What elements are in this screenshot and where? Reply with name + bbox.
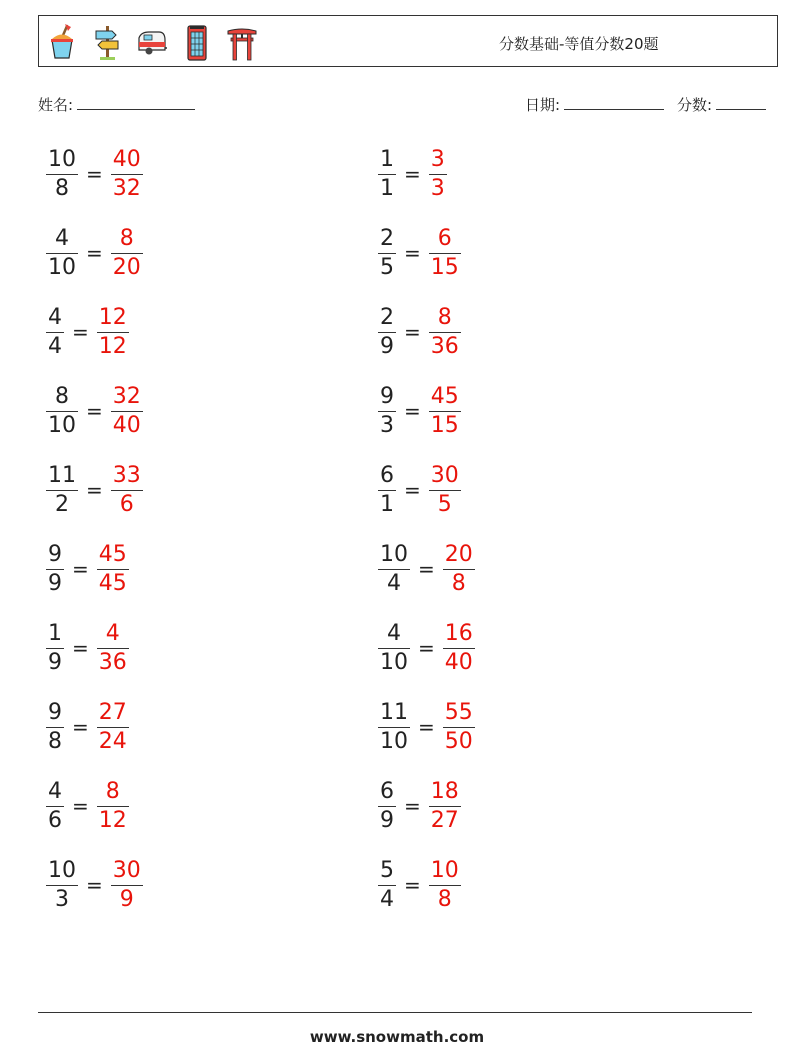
numerator: 8 <box>55 383 69 409</box>
equals-sign: = <box>404 478 421 502</box>
name-field[interactable] <box>38 94 195 115</box>
answer-fraction <box>97 304 129 361</box>
denominator: 4 <box>48 333 62 359</box>
numerator: 8 <box>437 304 452 330</box>
signpost-icon <box>92 22 122 62</box>
numerator: 10 <box>48 146 76 172</box>
date-blank[interactable] <box>564 97 664 110</box>
numerator: 33 <box>112 462 141 488</box>
denominator: 15 <box>430 254 459 280</box>
denominator: 40 <box>112 412 141 438</box>
problem-item <box>378 774 461 838</box>
denominator: 3 <box>380 412 394 438</box>
worksheet-header <box>38 15 778 67</box>
answer-fraction <box>111 462 143 519</box>
equals-sign: = <box>404 162 421 186</box>
equals-sign: = <box>72 715 89 739</box>
denominator: 9 <box>380 807 394 833</box>
numerator: 10 <box>380 541 408 567</box>
denominator: 36 <box>98 649 127 675</box>
numerator: 2 <box>380 304 394 330</box>
denominator: 4 <box>380 886 394 912</box>
torii-gate-icon <box>227 22 257 62</box>
answer-fraction <box>97 778 129 835</box>
denominator: 9 <box>48 570 62 596</box>
numerator: 45 <box>98 541 127 567</box>
denominator: 2 <box>55 491 69 517</box>
denominator: 10 <box>48 412 76 438</box>
denominator: 20 <box>112 254 141 280</box>
problem-item <box>46 695 129 759</box>
given-fraction <box>378 699 410 756</box>
numerator: 11 <box>48 462 76 488</box>
footer-url[interactable]: www.snowmath.com <box>309 1028 485 1046</box>
numerator: 8 <box>119 225 134 251</box>
answer-fraction <box>443 699 475 756</box>
phone-booth-icon <box>182 22 212 62</box>
denominator: 9 <box>380 333 394 359</box>
answer-fraction <box>111 146 143 203</box>
denominator: 6 <box>48 807 62 833</box>
equals-sign: = <box>404 873 421 897</box>
answer-fraction <box>443 541 475 598</box>
numerator: 5 <box>380 857 394 883</box>
answer-fraction <box>111 225 143 282</box>
score-field[interactable] <box>677 94 766 115</box>
denominator: 9 <box>119 886 134 912</box>
denominator: 40 <box>444 649 473 675</box>
answer-fraction <box>429 225 461 282</box>
denominator: 50 <box>444 728 473 754</box>
answer-fraction <box>429 383 461 440</box>
equals-sign: = <box>404 399 421 423</box>
given-fraction <box>46 462 78 519</box>
problem-item <box>46 853 143 917</box>
answer-fraction <box>429 146 447 203</box>
answer-fraction <box>97 620 129 677</box>
answer-fraction <box>97 699 129 756</box>
denominator: 36 <box>430 333 459 359</box>
denominator: 8 <box>451 570 466 596</box>
answer-fraction <box>443 620 475 677</box>
problem-item <box>46 379 143 443</box>
given-fraction <box>46 304 64 361</box>
denominator: 4 <box>387 570 401 596</box>
numerator: 4 <box>105 620 120 646</box>
given-fraction <box>46 383 78 440</box>
answer-fraction <box>111 383 143 440</box>
given-fraction <box>378 541 410 598</box>
equals-sign: = <box>86 873 103 897</box>
denominator: 12 <box>98 807 127 833</box>
numerator: 12 <box>98 304 127 330</box>
problem-item <box>46 458 143 522</box>
worksheet-title: 分数基础-等值分数20题 <box>499 35 659 53</box>
problem-item <box>46 774 129 838</box>
denominator: 45 <box>98 570 127 596</box>
score-label: 分数: <box>677 96 713 114</box>
date-label: 日期: <box>525 96 561 114</box>
numerator: 32 <box>112 383 141 409</box>
equals-sign: = <box>72 320 89 344</box>
denominator: 5 <box>437 491 452 517</box>
given-fraction <box>378 225 396 282</box>
denominator: 10 <box>380 649 408 675</box>
problem-item <box>378 695 475 759</box>
answer-fraction <box>429 304 461 361</box>
numerator: 30 <box>112 857 141 883</box>
given-fraction <box>46 620 64 677</box>
equals-sign: = <box>404 241 421 265</box>
problem-item <box>378 616 475 680</box>
equals-sign: = <box>418 557 435 581</box>
denominator: 32 <box>112 175 141 201</box>
numerator: 45 <box>430 383 459 409</box>
numerator: 11 <box>380 699 408 725</box>
name-label: 姓名: <box>38 96 74 114</box>
numerator: 18 <box>430 778 459 804</box>
numerator: 1 <box>380 146 394 172</box>
answer-fraction <box>97 541 129 598</box>
answer-fraction <box>429 857 461 914</box>
denominator: 1 <box>380 175 394 201</box>
problem-item <box>46 221 143 285</box>
numerator: 10 <box>430 857 459 883</box>
problem-item <box>378 142 447 206</box>
equals-sign: = <box>404 320 421 344</box>
numerator: 16 <box>444 620 473 646</box>
score-blank[interactable] <box>716 97 766 110</box>
problem-item <box>46 616 129 680</box>
equals-sign: = <box>72 636 89 660</box>
name-blank[interactable] <box>77 97 195 110</box>
numerator: 1 <box>48 620 62 646</box>
given-fraction <box>46 699 64 756</box>
problem-item <box>378 300 461 364</box>
denominator: 24 <box>98 728 127 754</box>
numerator: 27 <box>98 699 127 725</box>
denominator: 15 <box>430 412 459 438</box>
given-fraction <box>378 304 396 361</box>
given-fraction <box>46 225 78 282</box>
denominator: 10 <box>48 254 76 280</box>
problem-item <box>46 142 143 206</box>
equals-sign: = <box>418 715 435 739</box>
answer-fraction <box>429 778 461 835</box>
numerator: 20 <box>444 541 473 567</box>
problem-item <box>46 537 129 601</box>
numerator: 8 <box>105 778 120 804</box>
denominator: 5 <box>380 254 394 280</box>
denominator: 3 <box>430 175 445 201</box>
denominator: 1 <box>380 491 394 517</box>
equals-sign: = <box>86 478 103 502</box>
equals-sign: = <box>86 399 103 423</box>
numerator: 30 <box>430 462 459 488</box>
given-fraction <box>46 541 64 598</box>
problem-item <box>378 537 475 601</box>
numerator: 9 <box>48 699 62 725</box>
numerator: 10 <box>48 857 76 883</box>
numerator: 4 <box>55 225 69 251</box>
equals-sign: = <box>72 557 89 581</box>
equals-sign: = <box>86 162 103 186</box>
numerator: 55 <box>444 699 473 725</box>
given-fraction <box>378 620 410 677</box>
given-fraction <box>378 778 396 835</box>
denominator: 12 <box>98 333 127 359</box>
denominator: 10 <box>380 728 408 754</box>
denominator: 8 <box>48 728 62 754</box>
date-field[interactable] <box>525 94 664 115</box>
numerator: 4 <box>48 304 62 330</box>
header-icons <box>47 20 272 64</box>
denominator: 6 <box>119 491 134 517</box>
footer-divider <box>38 1012 752 1013</box>
problem-item <box>378 853 461 917</box>
denominator: 9 <box>48 649 62 675</box>
given-fraction <box>378 146 396 203</box>
denominator: 3 <box>55 886 69 912</box>
numerator: 6 <box>380 462 394 488</box>
given-fraction <box>46 857 78 914</box>
given-fraction <box>378 462 396 519</box>
denominator: 8 <box>55 175 69 201</box>
sand-bucket-icon <box>47 22 77 62</box>
camper-trailer-icon <box>137 22 167 62</box>
given-fraction <box>378 857 396 914</box>
equals-sign: = <box>72 794 89 818</box>
denominator: 27 <box>430 807 459 833</box>
equals-sign: = <box>86 241 103 265</box>
problem-item <box>378 379 461 443</box>
numerator: 40 <box>112 146 141 172</box>
numerator: 2 <box>380 225 394 251</box>
answer-fraction <box>429 462 461 519</box>
numerator: 4 <box>387 620 401 646</box>
numerator: 6 <box>380 778 394 804</box>
problem-item <box>378 458 461 522</box>
equals-sign: = <box>418 636 435 660</box>
problem-item <box>46 300 129 364</box>
numerator: 6 <box>437 225 452 251</box>
numerator: 9 <box>48 541 62 567</box>
given-fraction <box>378 383 396 440</box>
problem-item <box>378 221 461 285</box>
answer-fraction <box>111 857 143 914</box>
numerator: 3 <box>430 146 445 172</box>
given-fraction <box>46 146 78 203</box>
given-fraction <box>46 778 64 835</box>
numerator: 9 <box>380 383 394 409</box>
numerator: 4 <box>48 778 62 804</box>
equals-sign: = <box>404 794 421 818</box>
denominator: 8 <box>437 886 452 912</box>
